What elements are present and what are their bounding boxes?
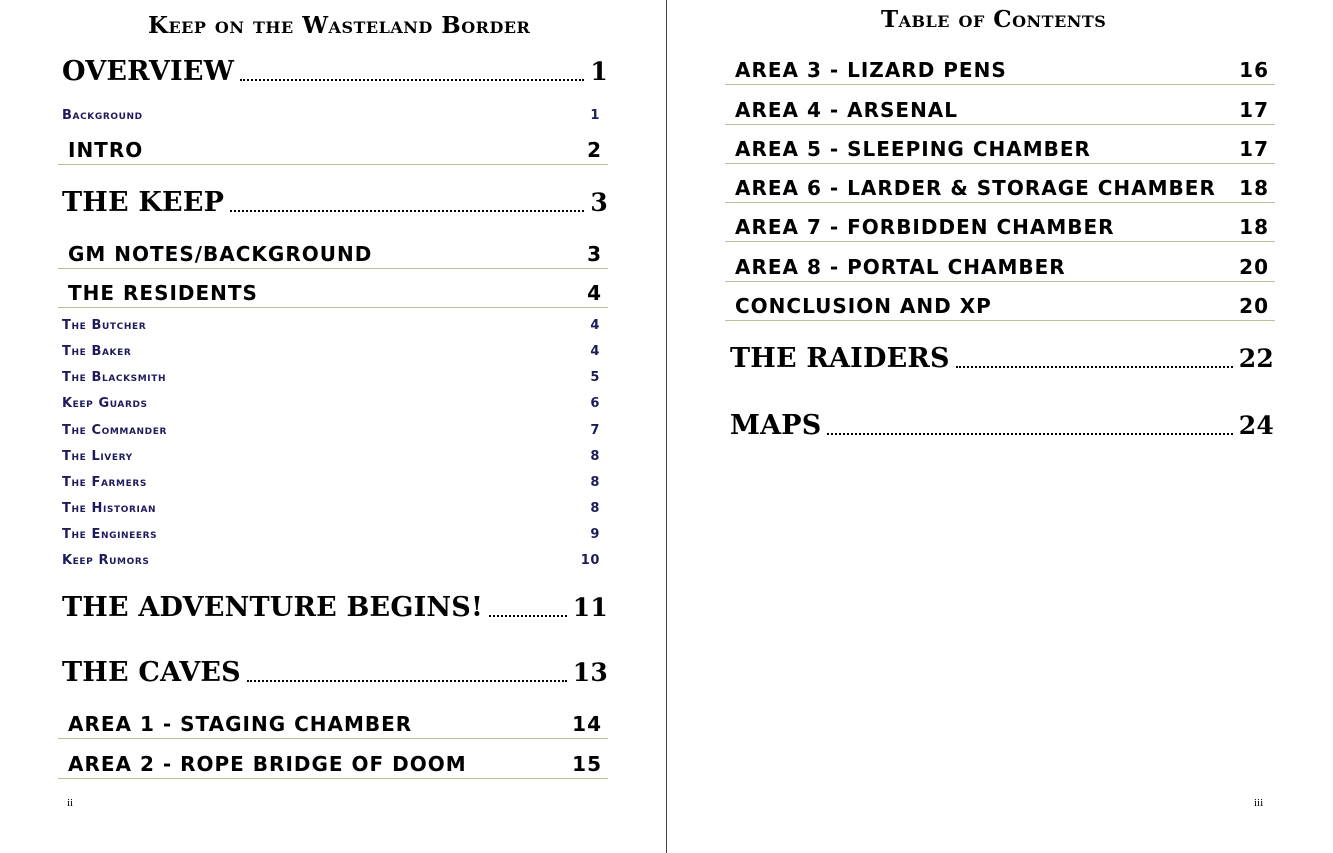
- toc-entry-area-1[interactable]: [58, 711, 608, 739]
- entry-page: 17: [1239, 98, 1269, 122]
- toc-entry-resident[interactable]: [62, 318, 604, 333]
- entry-page: 14: [572, 712, 602, 736]
- entry-page: 7: [590, 423, 600, 438]
- toc-entry-area-3[interactable]: [725, 57, 1275, 85]
- entry-label: AREA 6 - LARDER & STORAGE CHAMBER: [735, 176, 1216, 200]
- entry-page: 9: [590, 527, 600, 542]
- page-number: iii: [1254, 797, 1264, 809]
- dot-leader: [827, 433, 1232, 435]
- page-title: Keep on the Wasteland Border: [148, 12, 531, 39]
- entry-label: Keep Rumors: [62, 553, 150, 568]
- entry-page: 4: [590, 344, 600, 359]
- toc-entry-area-8[interactable]: [725, 254, 1275, 282]
- entry-label: The Butcher: [62, 318, 147, 333]
- toc-entry-area-6[interactable]: [725, 175, 1275, 203]
- toc-entry-the-caves[interactable]: [62, 657, 608, 688]
- toc-entry-resident[interactable]: [62, 475, 604, 490]
- toc-entry-maps[interactable]: [730, 410, 1274, 441]
- toc-entry-resident[interactable]: [62, 553, 604, 568]
- toc-entry-the-keep[interactable]: [62, 187, 608, 218]
- entry-label: AREA 3 - LIZARD PENS: [735, 58, 1007, 82]
- entry-label: AREA 7 - FORBIDDEN CHAMBER: [735, 215, 1115, 239]
- entry-page: 8: [590, 449, 600, 464]
- entry-page: 18: [1239, 176, 1269, 200]
- entry-label: The Baker: [62, 344, 132, 359]
- left-page: [0, 0, 666, 853]
- entry-page: 8: [590, 501, 600, 516]
- entry-label: INTRO: [68, 138, 144, 162]
- toc-entry-gm-notes[interactable]: [58, 241, 608, 269]
- entry-page: 17: [1239, 137, 1269, 161]
- entry-label: The Farmers: [62, 475, 147, 490]
- entry-label: THE KEEP: [62, 187, 225, 218]
- entry-label: AREA 2 - ROPE BRIDGE OF DOOM: [68, 752, 467, 776]
- entry-label: CONCLUSION AND XP: [735, 294, 992, 318]
- page-number: ii: [67, 797, 74, 809]
- toc-entry-resident[interactable]: [62, 423, 604, 438]
- entry-page: 13: [572, 658, 608, 687]
- entry-page: 16: [1239, 58, 1269, 82]
- toc-entry-conclusion[interactable]: [725, 293, 1275, 321]
- toc-entry-resident[interactable]: [62, 527, 604, 542]
- toc-entry-area-5[interactable]: [725, 136, 1275, 164]
- dot-leader: [956, 366, 1233, 368]
- entry-page: 2: [587, 138, 602, 162]
- toc-entry-resident[interactable]: [62, 396, 604, 411]
- entry-label: MAPS: [730, 410, 822, 441]
- toc-entry-adventure-begins[interactable]: [62, 592, 608, 623]
- entry-page: 24: [1238, 411, 1274, 440]
- entry-page: 3: [590, 188, 608, 217]
- entry-page: 10: [580, 553, 600, 568]
- dot-leader: [247, 680, 567, 682]
- dot-leader: [240, 79, 584, 81]
- entry-label: THE CAVES: [62, 657, 241, 688]
- entry-page: 1: [590, 57, 608, 86]
- entry-label: GM NOTES/BACKGROUND: [68, 242, 373, 266]
- toc-entry-resident[interactable]: [62, 501, 604, 516]
- entry-label: The Historian: [62, 501, 157, 516]
- entry-page: 20: [1239, 294, 1269, 318]
- entry-page: 1: [590, 108, 600, 123]
- toc-entry-residents[interactable]: [58, 280, 608, 308]
- entry-page: 15: [572, 752, 602, 776]
- entry-label: THE RESIDENTS: [68, 281, 258, 305]
- entry-label: Background: [62, 108, 143, 123]
- entry-label: The Livery: [62, 449, 133, 464]
- page-title: Table of Contents: [881, 6, 1107, 33]
- toc-entry-intro[interactable]: [58, 137, 608, 165]
- entry-label: AREA 4 - ARSENAL: [735, 98, 959, 122]
- entry-label: THE RAIDERS: [730, 343, 950, 374]
- entry-label: The Engineers: [62, 527, 158, 542]
- entry-label: AREA 8 - PORTAL CHAMBER: [735, 255, 1066, 279]
- dot-leader: [489, 615, 567, 617]
- entry-page: 6: [590, 396, 600, 411]
- entry-page: 18: [1239, 215, 1269, 239]
- toc-entry-raiders[interactable]: [730, 343, 1274, 374]
- right-page: [667, 0, 1333, 853]
- toc-entry-area-7[interactable]: [725, 214, 1275, 242]
- entry-page: 4: [590, 318, 600, 333]
- entry-label: OVERVIEW: [62, 56, 235, 87]
- toc-entry-area-2[interactable]: [58, 751, 608, 779]
- entry-page: 5: [590, 370, 600, 385]
- entry-label: The Blacksmith: [62, 370, 167, 385]
- toc-entry-area-4[interactable]: [725, 97, 1275, 125]
- dot-leader: [230, 210, 584, 212]
- toc-entry-resident[interactable]: [62, 344, 604, 359]
- entry-label: THE ADVENTURE BEGINS!: [62, 592, 484, 623]
- entry-page: 20: [1239, 255, 1269, 279]
- toc-entry-resident[interactable]: [62, 449, 604, 464]
- entry-label: AREA 1 - STAGING CHAMBER: [68, 712, 413, 736]
- entry-label: The Commander: [62, 423, 168, 438]
- entry-page: 8: [590, 475, 600, 490]
- toc-entry-resident[interactable]: [62, 370, 604, 385]
- entry-label: AREA 5 - SLEEPING CHAMBER: [735, 137, 1091, 161]
- toc-entry-overview[interactable]: [62, 56, 608, 87]
- entry-page: 22: [1238, 344, 1274, 373]
- entry-page: 3: [587, 242, 602, 266]
- entry-page: 11: [572, 593, 608, 622]
- entry-label: Keep Guards: [62, 396, 148, 411]
- entry-page: 4: [587, 281, 602, 305]
- toc-entry-background[interactable]: [62, 108, 604, 123]
